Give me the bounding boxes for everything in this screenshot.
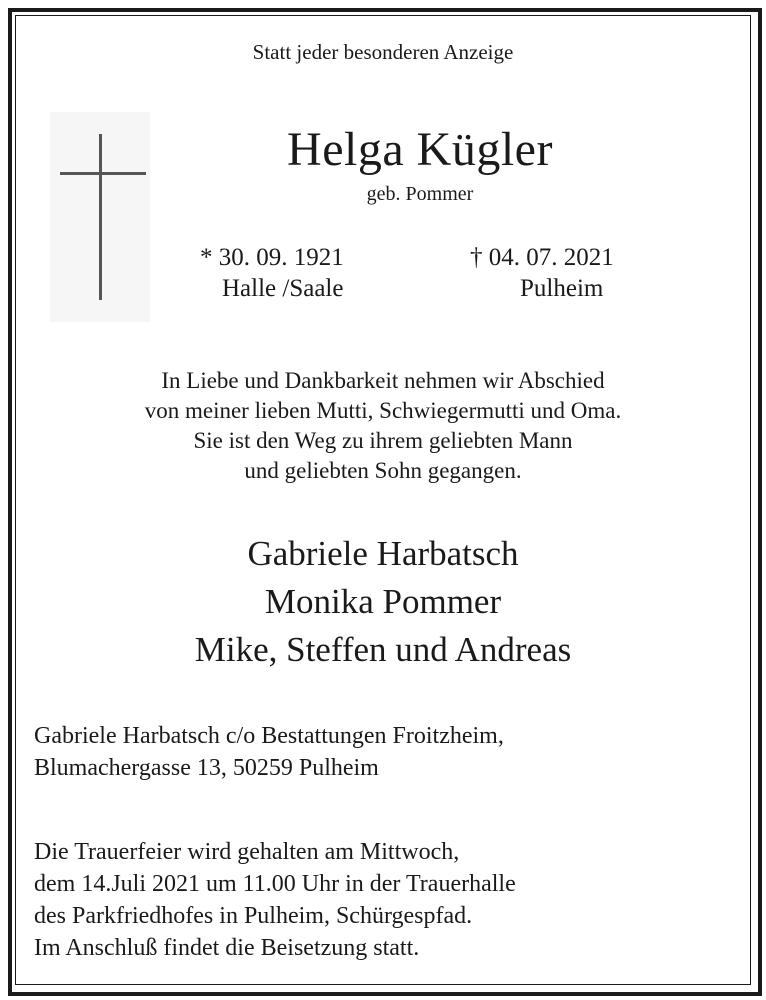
announcement-heading: Statt jeder besonderen Anzeige (252, 40, 514, 64)
service-line: dem 14.Juli 2021 um 11.00 Uhr in der Trauerhalle (34, 871, 516, 897)
message-line: In Liebe und Dankbarkeit nehmen wir Abschied (161, 368, 605, 393)
cross-icon (50, 112, 150, 322)
message-line: und geliebten Sohn gegangen. (244, 458, 522, 483)
birth-date: * 30. 09. 1921 (200, 244, 344, 271)
mourner-name: Gabriele Harbatsch (247, 534, 519, 573)
birth-place: Halle /Saale (222, 275, 344, 302)
deceased-name: Helga Kügler (287, 123, 553, 176)
contact-address (34, 720, 504, 784)
death-place: Pulheim (520, 275, 604, 302)
maiden-name: geb. Pommer (366, 183, 474, 205)
mourners-list (0, 530, 766, 674)
service-line: Im Anschluß findet die Beisetzung statt. (34, 935, 420, 961)
message-line: Sie ist den Weg zu ihrem geliebten Mann (193, 428, 573, 453)
address-line: Gabriele Harbatsch c/o Bestattungen Froitzheim, (34, 723, 504, 749)
farewell-message (0, 366, 766, 486)
service-line: Die Trauerfeier wird gehalten am Mittwoch, (34, 839, 460, 865)
service-details (34, 836, 516, 964)
mourner-name: Mike, Steffen und Andreas (194, 630, 572, 669)
address-line: Blumachergasse 13, 50259 Pulheim (34, 755, 379, 781)
service-line: des Parkfriedhofes in Pulheim, Schürgespfad. (34, 903, 473, 929)
mourner-name: Monika Pommer (264, 582, 502, 621)
death-date: † 04. 07. 2021 (470, 244, 614, 271)
message-line: von meiner lieben Mutti, Schwiegermutti und Oma. (144, 398, 622, 423)
